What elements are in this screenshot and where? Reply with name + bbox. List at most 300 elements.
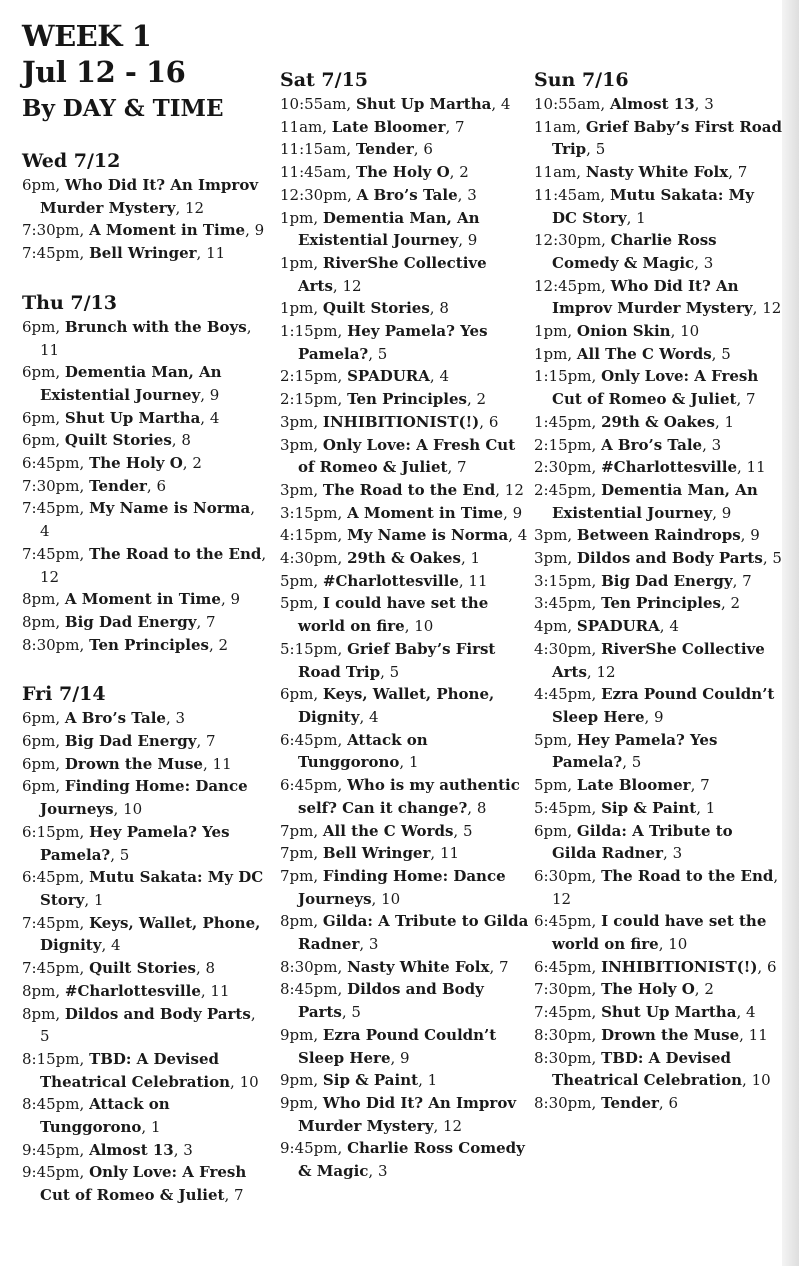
- day-schedule: [280, 93, 530, 1183]
- schedule-entry: 3:45pm, Ten Principles, 2: [534, 594, 741, 613]
- schedule-entry: 8:30pm, Drown the Muse, 11: [534, 1025, 768, 1044]
- event-time: 3pm: [534, 526, 568, 545]
- show-title: Charlie Ross Comedy & Magic: [552, 231, 717, 272]
- show-title: #Charlottesville: [322, 571, 459, 590]
- show-title: Quilt Stories: [64, 431, 172, 450]
- venue-number: 3: [703, 253, 714, 272]
- schedule-entry: 3:15pm, A Moment in Time, 9: [280, 503, 523, 522]
- schedule-entry: 6:30pm, The Road to the End, 12: [534, 866, 779, 908]
- event-time: 3:15pm: [280, 503, 338, 522]
- venue-number: 7: [456, 458, 467, 477]
- event-time: 4:30pm: [280, 549, 338, 568]
- show-title: Attack on Tunggorono: [40, 1095, 170, 1137]
- venue-number: 5: [119, 845, 130, 864]
- schedule-entry: 7:45pm, Quilt Stories, 8: [22, 959, 216, 978]
- schedule-entry: 7:45pm, Shut Up Martha, 4: [534, 1003, 756, 1022]
- show-title: All The C Words: [576, 344, 712, 363]
- schedule-heading: [22, 18, 267, 124]
- schedule-entry: 11am, Nasty White Folx, 7: [534, 163, 748, 182]
- schedule-entry: 9pm, Who Did It? An Improv Murder Mystery, 12: [280, 1093, 517, 1135]
- event-time: 1:15pm: [280, 322, 338, 341]
- schedule-entry: 7:30pm, A Moment in Time, 9: [22, 221, 265, 240]
- schedule-entry: 5:45pm, Sip & Paint, 1: [534, 798, 716, 817]
- event-time: 3pm: [280, 435, 314, 454]
- show-title: Charlie Ross Comedy & Magic: [298, 1139, 525, 1181]
- venue-number: 8: [205, 959, 216, 978]
- schedule-entry: 7:45pm, Keys, Wallet, Phone, Dignity, 4: [22, 913, 261, 955]
- event-time: 6pm: [22, 754, 56, 773]
- venue-number: 11: [40, 340, 60, 359]
- event-time: 6:30pm: [534, 866, 592, 885]
- show-title: Shut Up Martha: [64, 408, 201, 427]
- event-time: 6pm: [22, 176, 56, 194]
- schedule-entry: 5pm, #Charlottesville, 11: [280, 571, 488, 590]
- schedule-entry: 5pm, Late Bloomer, 7: [534, 776, 710, 795]
- event-time: 9pm: [280, 1071, 314, 1090]
- event-time: 11am: [534, 163, 577, 182]
- schedule-entry: 4:45pm, Ezra Pound Couldn’t Sleep Here, 9: [534, 685, 775, 726]
- venue-number: 2: [704, 980, 714, 999]
- show-title: Ten Principles: [89, 635, 209, 654]
- show-title: SPADURA: [576, 617, 660, 636]
- event-time: 11:15am: [280, 140, 347, 159]
- schedule-entry: 7pm, All the C Words, 5: [280, 821, 473, 840]
- venue-number: 5: [351, 1003, 361, 1022]
- event-time: 6:45pm: [22, 454, 80, 473]
- show-title: Drown the Muse: [601, 1025, 740, 1044]
- schedule-entry: 6pm, Brunch with the Boys, 11: [22, 317, 252, 359]
- venue-number: 3: [704, 95, 714, 113]
- event-time: 1:45pm: [534, 412, 592, 431]
- venue-number: 12: [184, 198, 205, 217]
- schedule-entry: 4pm, SPADURA, 4: [534, 617, 679, 636]
- show-title: Dementia Man, An Existential Journey: [40, 363, 222, 404]
- column-1: [22, 0, 267, 1207]
- schedule-entry: 1pm, All The C Words, 5: [534, 344, 731, 363]
- schedule-entry: 8:15pm, TBD: A Devised Theatrical Celebration, 10: [22, 1049, 259, 1091]
- show-title: TBD: A Devised Theatrical Celebration: [552, 1048, 743, 1090]
- venue-number: 11: [748, 1025, 768, 1044]
- schedule-entry: 1pm, Dementia Man, An Existential Journey, 9: [280, 208, 480, 250]
- venue-number: 11: [210, 981, 230, 1000]
- schedule-entry: 5:15pm, Grief Baby’s First Road Trip, 5: [280, 639, 496, 681]
- show-title: Finding Home: Dance Journeys: [40, 777, 248, 819]
- event-time: 1pm: [534, 344, 568, 363]
- venue-number: 4: [40, 522, 50, 541]
- venue-number: 5: [772, 549, 782, 568]
- venue-number: 2: [192, 454, 202, 473]
- event-time: 4:30pm: [534, 639, 592, 658]
- event-time: 9pm: [280, 1093, 314, 1112]
- venue-number: 3: [467, 185, 477, 204]
- show-title: SPADURA: [347, 367, 430, 386]
- venue-number: 1: [705, 798, 716, 817]
- event-time: 6pm: [22, 777, 56, 796]
- show-title: The Holy O: [355, 163, 450, 182]
- show-title: A Bro’s Tale: [356, 185, 458, 204]
- show-title: Who Did It? An Improv Murder Mystery: [298, 1093, 517, 1135]
- venue-number: 7: [700, 776, 710, 795]
- venue-number: 2: [218, 635, 229, 654]
- venue-number: 11: [468, 571, 488, 590]
- venue-number: 11: [206, 244, 226, 263]
- day-heading: Wed 7/12: [22, 150, 121, 172]
- show-title: Sip & Paint: [322, 1071, 419, 1090]
- schedule-entry: 4:30pm, 29th & Oakes, 1: [280, 549, 481, 568]
- venue-number: 10: [123, 800, 143, 819]
- schedule-entry: 6pm, Who Did It? An Improv Murder Mystery, 12: [22, 176, 259, 217]
- show-title: A Moment in Time: [347, 503, 504, 522]
- show-title: 29th & Oakes: [601, 412, 715, 431]
- show-title: Bell Wringer: [89, 244, 197, 263]
- event-time: 8:45pm: [280, 980, 338, 999]
- show-title: Only Love: A Fresh Cut of Romeo & Juliet: [298, 435, 516, 477]
- venue-number: 12: [442, 1116, 463, 1135]
- show-title: INHIBITIONIST(!): [322, 412, 480, 431]
- event-time: 2:15pm: [280, 367, 338, 386]
- venue-number: 3: [368, 935, 379, 954]
- event-time: 6:15pm: [22, 822, 80, 841]
- venue-number: 6: [668, 1093, 678, 1112]
- event-time: 8:15pm: [22, 1049, 80, 1068]
- event-time: 9pm: [280, 1025, 314, 1044]
- venue-number: 9: [230, 590, 241, 609]
- day-schedule: [22, 316, 267, 657]
- venue-number: 5: [389, 662, 400, 681]
- event-time: 12:30pm: [534, 231, 602, 250]
- show-title: All the C Words: [322, 821, 454, 840]
- schedule-entry: 6:45pm, I could have set the world on fire, 10: [534, 912, 767, 954]
- week-title: WEEK 1: [22, 19, 152, 53]
- show-title: Ten Principles: [601, 594, 721, 613]
- venue-number: 4: [517, 526, 528, 545]
- schedule-entry: 12:30pm, A Bro’s Tale, 3: [280, 185, 477, 204]
- venue-number: 7: [205, 612, 216, 631]
- show-title: A Bro’s Tale: [601, 435, 703, 454]
- event-time: 7:45pm: [22, 499, 80, 518]
- event-time: 1pm: [280, 253, 314, 272]
- schedule-entry: 1pm, Quilt Stories, 8: [280, 299, 449, 318]
- schedule-entry: 8pm, Gilda: A Tribute to Gilda Radner, 3: [280, 912, 529, 954]
- event-time: 1pm: [280, 299, 314, 318]
- event-time: 7:30pm: [22, 476, 80, 495]
- venue-number: 1: [408, 753, 419, 772]
- schedule-entry: 3pm, Only Love: A Fresh Cut of Romeo & Juliet, 7: [280, 435, 516, 477]
- schedule-entry: 9pm, Ezra Pound Couldn’t Sleep Here, 9: [280, 1025, 497, 1067]
- venue-number: 5: [631, 753, 642, 772]
- show-title: Quilt Stories: [322, 299, 430, 318]
- show-title: Shut Up Martha: [355, 95, 492, 113]
- day-heading: Fri 7/14: [22, 683, 106, 706]
- schedule-entry: 6pm, Shut Up Martha, 4: [22, 408, 220, 427]
- venue-number: 9: [721, 503, 732, 522]
- show-title: Drown the Muse: [64, 754, 203, 773]
- event-time: 7:30pm: [22, 221, 80, 240]
- schedule-entry: 7:45pm, The Road to the End, 12: [22, 544, 267, 586]
- show-title: TBD: A Devised Theatrical Celebration: [40, 1049, 231, 1091]
- show-title: Onion Skin: [576, 322, 671, 341]
- show-title: Almost 13: [89, 1140, 174, 1159]
- show-title: A Moment in Time: [64, 590, 221, 609]
- event-time: 5pm: [534, 776, 568, 795]
- venue-number: 5: [462, 821, 473, 840]
- schedule-entry: 1:15pm, Only Love: A Fresh Cut of Romeo & Juliet, 7: [534, 367, 759, 409]
- venue-number: 2: [459, 163, 469, 182]
- show-title: A Bro’s Tale: [64, 709, 166, 728]
- event-time: 6pm: [280, 685, 314, 704]
- show-title: Late Bloomer: [576, 776, 691, 795]
- schedule-entry: 6pm, Dementia Man, An Existential Journey, 9: [22, 363, 222, 404]
- day-heading: Sun 7/16: [534, 69, 629, 91]
- schedule-entry: 6:45pm, Attack on Tunggorono, 1: [280, 730, 428, 772]
- schedule-entry: 4:15pm, My Name is Norma, 4: [280, 526, 528, 545]
- show-title: Big Dad Energy: [601, 571, 733, 590]
- venue-number: 7: [498, 957, 509, 976]
- venue-number: 1: [150, 1118, 161, 1137]
- venue-number: 12: [762, 299, 782, 318]
- day-schedule: [534, 93, 782, 1115]
- schedule-entry: 4:30pm, RiverShe Collective Arts, 12: [534, 639, 765, 681]
- event-time: 6pm: [22, 709, 56, 728]
- venue-number: 1: [470, 549, 481, 568]
- column-2: [280, 0, 530, 1183]
- schedule-entry: 3pm, INHIBITIONIST(!), 6: [280, 412, 499, 431]
- event-time: 2:15pm: [534, 435, 592, 454]
- venue-number: 7: [745, 390, 756, 409]
- show-title: A Moment in Time: [89, 221, 246, 240]
- venue-number: 3: [183, 1140, 193, 1159]
- schedule-entry: 2:30pm, #Charlottesville, 11: [534, 458, 766, 477]
- show-title: Grief Baby’s First Road Trip: [552, 117, 783, 159]
- event-time: 4pm: [534, 617, 568, 636]
- event-time: 2:30pm: [534, 458, 592, 477]
- venue-number: 5: [721, 344, 731, 363]
- venue-number: 9: [209, 385, 220, 404]
- event-time: 12:30pm: [280, 185, 348, 204]
- show-title: Tender: [601, 1093, 659, 1112]
- schedule-entry: 6pm, A Bro’s Tale, 3: [22, 709, 186, 728]
- schedule-entry: 9pm, Sip & Paint, 1: [280, 1071, 438, 1090]
- event-time: 6pm: [22, 732, 56, 751]
- schedule-entry: 1pm, Onion Skin, 10: [534, 322, 700, 341]
- venue-number: 8: [181, 431, 191, 450]
- event-time: 1pm: [280, 208, 314, 227]
- venue-number: 3: [711, 435, 722, 454]
- venue-number: 11: [439, 844, 460, 863]
- venue-number: 10: [239, 1072, 259, 1091]
- event-time: 6:45pm: [534, 957, 592, 976]
- show-title: Between Raindrops: [576, 526, 741, 545]
- event-time: 6pm: [22, 363, 56, 382]
- show-title: Sip & Paint: [601, 798, 697, 817]
- venue-number: 7: [455, 117, 465, 136]
- venue-number: 5: [40, 1027, 50, 1046]
- show-title: Mutu Sakata: My DC Story: [40, 868, 264, 909]
- schedule-entry: 8:30pm, Ten Principles, 2: [22, 635, 229, 654]
- day-schedule: [22, 174, 267, 265]
- event-time: 8pm: [22, 612, 56, 631]
- show-title: Grief Baby’s First Road Trip: [298, 639, 496, 681]
- event-time: 7:45pm: [22, 244, 80, 263]
- show-title: Dementia Man, An Existential Journey: [552, 480, 758, 522]
- show-title: Hey Pamela? Yes Pamela?: [40, 822, 230, 864]
- event-time: 8:30pm: [22, 635, 80, 654]
- event-time: 7:45pm: [22, 959, 80, 978]
- venue-number: 7: [742, 571, 752, 590]
- show-title: The Road to the End: [601, 866, 774, 885]
- venue-number: 7: [737, 163, 748, 182]
- event-time: 5pm: [280, 594, 314, 613]
- schedule-entry: 8pm, A Moment in Time, 9: [22, 590, 241, 609]
- venue-number: 4: [209, 408, 220, 427]
- event-time: 10:55am: [534, 95, 601, 113]
- schedule-entry: 10:55am, Shut Up Martha, 4: [280, 95, 511, 113]
- show-title: Quilt Stories: [89, 959, 196, 978]
- schedule-entry: 7pm, Finding Home: Dance Journeys, 10: [280, 866, 506, 908]
- venue-number: 1: [636, 208, 646, 227]
- venue-number: 4: [369, 707, 379, 726]
- event-time: 2:15pm: [280, 390, 338, 409]
- venue-number: 4: [745, 1003, 756, 1022]
- day-heading: Thu 7/13: [22, 291, 117, 314]
- event-time: 3:45pm: [534, 594, 592, 613]
- schedule-subtitle: By DAY & TIME: [22, 95, 224, 122]
- schedule-entry: 12:30pm, Charlie Ross Comedy & Magic, 3: [534, 231, 717, 272]
- event-time: 8pm: [22, 1004, 56, 1023]
- venue-number: 5: [595, 140, 606, 159]
- venue-number: 7: [205, 732, 216, 751]
- show-title: The Holy O: [89, 454, 183, 473]
- show-title: Only Love: A Fresh Cut of Romeo & Juliet: [40, 1163, 247, 1205]
- event-time: 5:15pm: [280, 639, 338, 658]
- venue-number: 6: [488, 412, 499, 431]
- schedule-entry: 5pm, I could have set the world on fire, 10: [280, 594, 489, 636]
- event-time: 7:45pm: [22, 544, 80, 563]
- event-time: 9:45pm: [22, 1140, 80, 1159]
- event-time: 7:45pm: [534, 1003, 592, 1022]
- schedule-entry: 3pm, The Road to the End, 12: [280, 480, 524, 499]
- schedule-entry: 11am, Late Bloomer, 7: [280, 117, 465, 136]
- event-time: 8pm: [22, 590, 56, 609]
- schedule-entry: 7:45pm, Bell Wringer, 11: [22, 244, 226, 263]
- show-title: Dildos and Body Parts: [64, 1004, 251, 1023]
- schedule-entry: 1:45pm, 29th & Oakes, 1: [534, 412, 735, 431]
- event-time: 4:15pm: [280, 526, 338, 545]
- schedule-entry: 7pm, Bell Wringer, 11: [280, 844, 460, 863]
- venue-number: 9: [400, 1048, 410, 1067]
- event-time: 3pm: [534, 549, 568, 568]
- event-time: 6:45pm: [280, 776, 338, 795]
- schedule-entry: 2:45pm, Dementia Man, An Existential Journey, 9: [534, 480, 758, 522]
- venue-number: 12: [552, 889, 572, 908]
- venue-number: 4: [500, 95, 511, 113]
- schedule-entry: 7:30pm, Tender, 6: [22, 476, 166, 495]
- event-time: 6pm: [22, 431, 56, 450]
- schedule-entry: 9:45pm, Only Love: A Fresh Cut of Romeo & Juliet, 7: [22, 1163, 247, 1205]
- page-edge-shadow: [782, 0, 799, 1266]
- show-title: #Charlottesville: [64, 981, 201, 1000]
- show-title: Keys, Wallet, Phone, Dignity: [40, 913, 261, 955]
- venue-number: 4: [439, 367, 450, 386]
- show-title: My Name is Norma: [89, 499, 251, 518]
- show-title: Only Love: A Fresh Cut of Romeo & Juliet: [552, 367, 759, 409]
- schedule-entry: 3pm, Dildos and Body Parts, 5: [534, 549, 782, 568]
- venue-number: 2: [730, 594, 741, 613]
- show-title: Who is my authentic self? Can it change?: [298, 776, 520, 817]
- event-time: 5pm: [280, 571, 314, 590]
- show-title: Dildos and Body Parts: [298, 980, 484, 1022]
- event-time: 10:55am: [280, 95, 347, 113]
- event-time: 8pm: [22, 981, 56, 1000]
- schedule-entry: 1pm, RiverShe Collective Arts, 12: [280, 253, 487, 295]
- schedule-entry: 2:15pm, SPADURA, 4: [280, 367, 450, 386]
- event-time: 5pm: [534, 730, 568, 749]
- venue-number: 11: [212, 754, 232, 773]
- event-time: 11:45am: [534, 185, 601, 204]
- show-title: Finding Home: Dance Journeys: [298, 866, 506, 908]
- event-time: 7pm: [280, 844, 314, 863]
- venue-number: 1: [724, 412, 735, 431]
- schedule-entry: 11:45am, Mutu Sakata: My DC Story, 1: [534, 185, 754, 227]
- schedule-entry: 8:30pm, Tender, 6: [534, 1093, 678, 1112]
- column-3: [534, 0, 782, 1115]
- schedule-entry: 8:45pm, Dildos and Body Parts, 5: [280, 980, 484, 1022]
- venue-number: 6: [156, 476, 166, 495]
- show-title: INHIBITIONIST(!): [601, 957, 758, 976]
- venue-number: 9: [467, 231, 478, 250]
- schedule-entry: 6:45pm, Who is my authentic self? Can it change?, 8: [280, 776, 520, 817]
- venue-number: 9: [254, 221, 265, 240]
- event-time: 12:45pm: [534, 276, 602, 295]
- event-time: 6pm: [22, 408, 56, 427]
- venue-number: 9: [750, 526, 760, 545]
- schedule-entry: 3pm, Between Raindrops, 9: [534, 526, 760, 545]
- event-time: 11:45am: [280, 163, 347, 182]
- event-time: 7pm: [280, 821, 314, 840]
- event-time: 6:45pm: [534, 912, 592, 931]
- venue-number: 6: [423, 140, 433, 159]
- show-title: My Name is Norma: [347, 526, 509, 545]
- schedule-entry: 8pm, #Charlottesville, 11: [22, 981, 230, 1000]
- show-title: Who Did It? An Improv Murder Mystery: [40, 176, 259, 217]
- schedule-entry: 6pm, Gilda: A Tribute to Gilda Radner, 3: [534, 821, 733, 863]
- show-title: Big Dad Energy: [64, 612, 197, 631]
- show-title: Tender: [89, 476, 147, 495]
- event-time: 4:45pm: [534, 685, 592, 704]
- venue-number: 10: [668, 935, 688, 954]
- schedule-entry: 11:45am, The Holy O, 2: [280, 163, 469, 182]
- event-time: 8:30pm: [280, 957, 338, 976]
- schedule-entry: 9:45pm, Charlie Ross Comedy & Magic, 3: [280, 1139, 525, 1181]
- show-title: The Road to the End: [322, 480, 496, 499]
- show-title: Who Did It? An Improv Murder Mystery: [552, 276, 753, 318]
- show-title: Late Bloomer: [331, 117, 446, 136]
- show-title: The Road to the End: [89, 544, 262, 563]
- venue-number: 7: [233, 1186, 244, 1205]
- show-title: I could have set the world on fire: [552, 912, 767, 954]
- show-title: Mutu Sakata: My DC Story: [552, 185, 754, 227]
- venue-number: 3: [175, 709, 186, 728]
- show-title: Nasty White Folx: [347, 957, 490, 976]
- show-title: RiverShe Collective Arts: [552, 639, 765, 681]
- show-title: Brunch with the Boys: [64, 317, 247, 336]
- show-title: #Charlottesville: [601, 458, 737, 477]
- schedule-entry: 2:15pm, Ten Principles, 2: [280, 390, 487, 409]
- venue-number: 9: [512, 503, 523, 522]
- event-time: 3pm: [280, 412, 314, 431]
- venue-number: 8: [476, 798, 487, 817]
- event-time: 8:30pm: [534, 1025, 592, 1044]
